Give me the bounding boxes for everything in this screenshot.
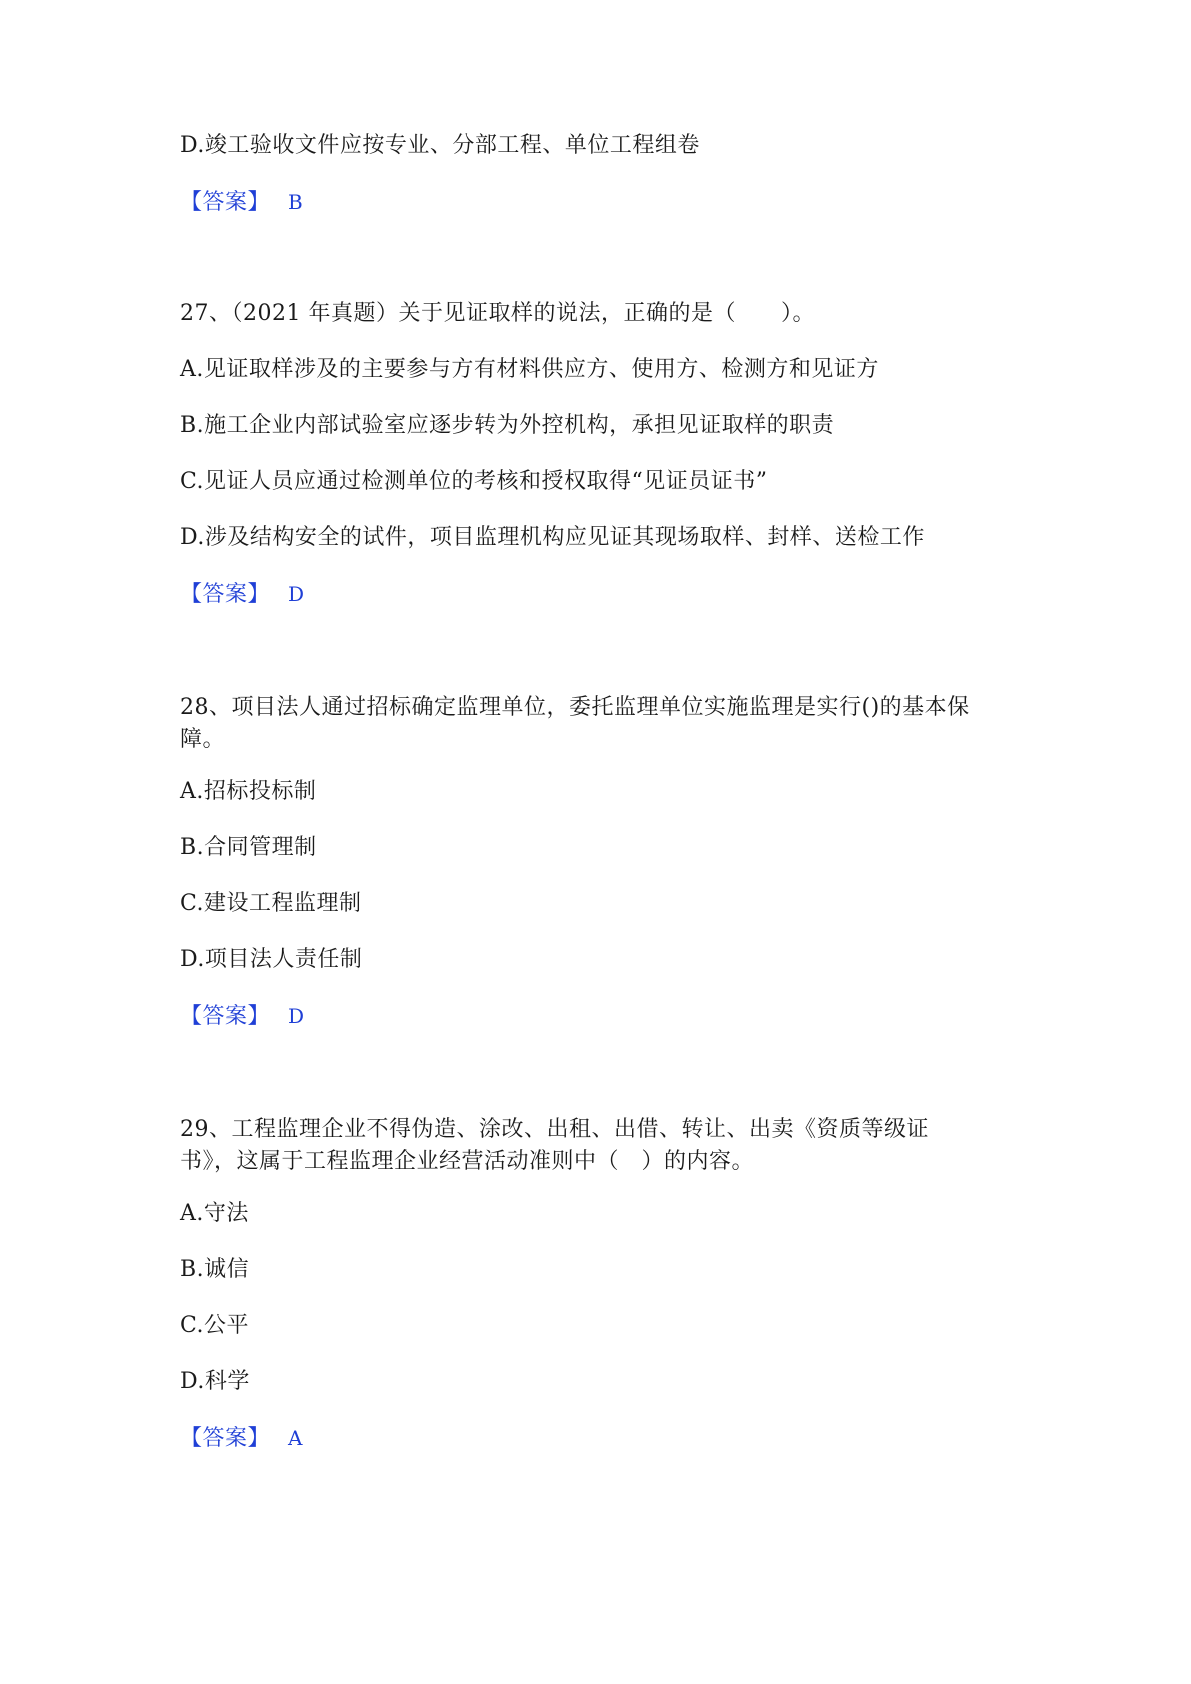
q28-answer	[180, 1000, 1010, 1033]
answer-label: 【答案】	[180, 190, 271, 215]
q29-option-a: A.守法	[180, 1201, 249, 1226]
answer-value: D	[288, 582, 305, 606]
answer-label: 【答案】	[180, 582, 271, 607]
q28-option-c: C.建设工程监理制	[180, 891, 362, 916]
answer-label: 【答案】	[180, 1426, 271, 1451]
q29-question: 29、工程监理企业不得伪造、涂改、出租、出借、转让、出卖《资质等级证书》，这属于工程监理企业经营活动准则中（ ）的内容。	[180, 1117, 929, 1174]
q28-option-d: D.项目法人责任制	[180, 947, 363, 972]
q26-answer	[180, 186, 1010, 219]
answer-value: B	[288, 190, 304, 214]
q28-option-a: A.招标投标制	[180, 779, 317, 804]
q28-question: 28、项目法人通过招标确定监理单位，委托监理单位实施监理是实行()的基本保障。	[180, 695, 970, 752]
answer-value: D	[288, 1004, 305, 1028]
q29-answer	[180, 1422, 1010, 1455]
answer-label: 【答案】	[180, 1004, 271, 1029]
q27-answer	[180, 578, 1010, 611]
q26-option-d: D.竣工验收文件应按专业、分部工程、单位工程组卷	[180, 133, 700, 158]
q27-question: 27、（2021 年真题）关于见证取样的说法，正确的是（ ）。	[180, 301, 815, 326]
q27-option-b: B.施工企业内部试验室应逐步转为外控机构，承担见证取样的职责	[180, 413, 835, 438]
q27-option-d: D.涉及结构安全的试件，项目监理机构应见证其现场取样、封样、送检工作	[180, 525, 925, 550]
q27-option-c: C.见证人员应通过检测单位的考核和授权取得“见证员证书”	[180, 469, 768, 494]
q29-option-d: D.科学	[180, 1369, 250, 1394]
q29-option-b: B.诚信	[180, 1257, 250, 1282]
q28-option-b: B.合同管理制	[180, 835, 317, 860]
answer-value: A	[288, 1426, 303, 1450]
q27-option-a: A.见证取样涉及的主要参与方有材料供应方、使用方、检测方和见证方	[180, 357, 879, 382]
q29-option-c: C.公平	[180, 1313, 250, 1338]
